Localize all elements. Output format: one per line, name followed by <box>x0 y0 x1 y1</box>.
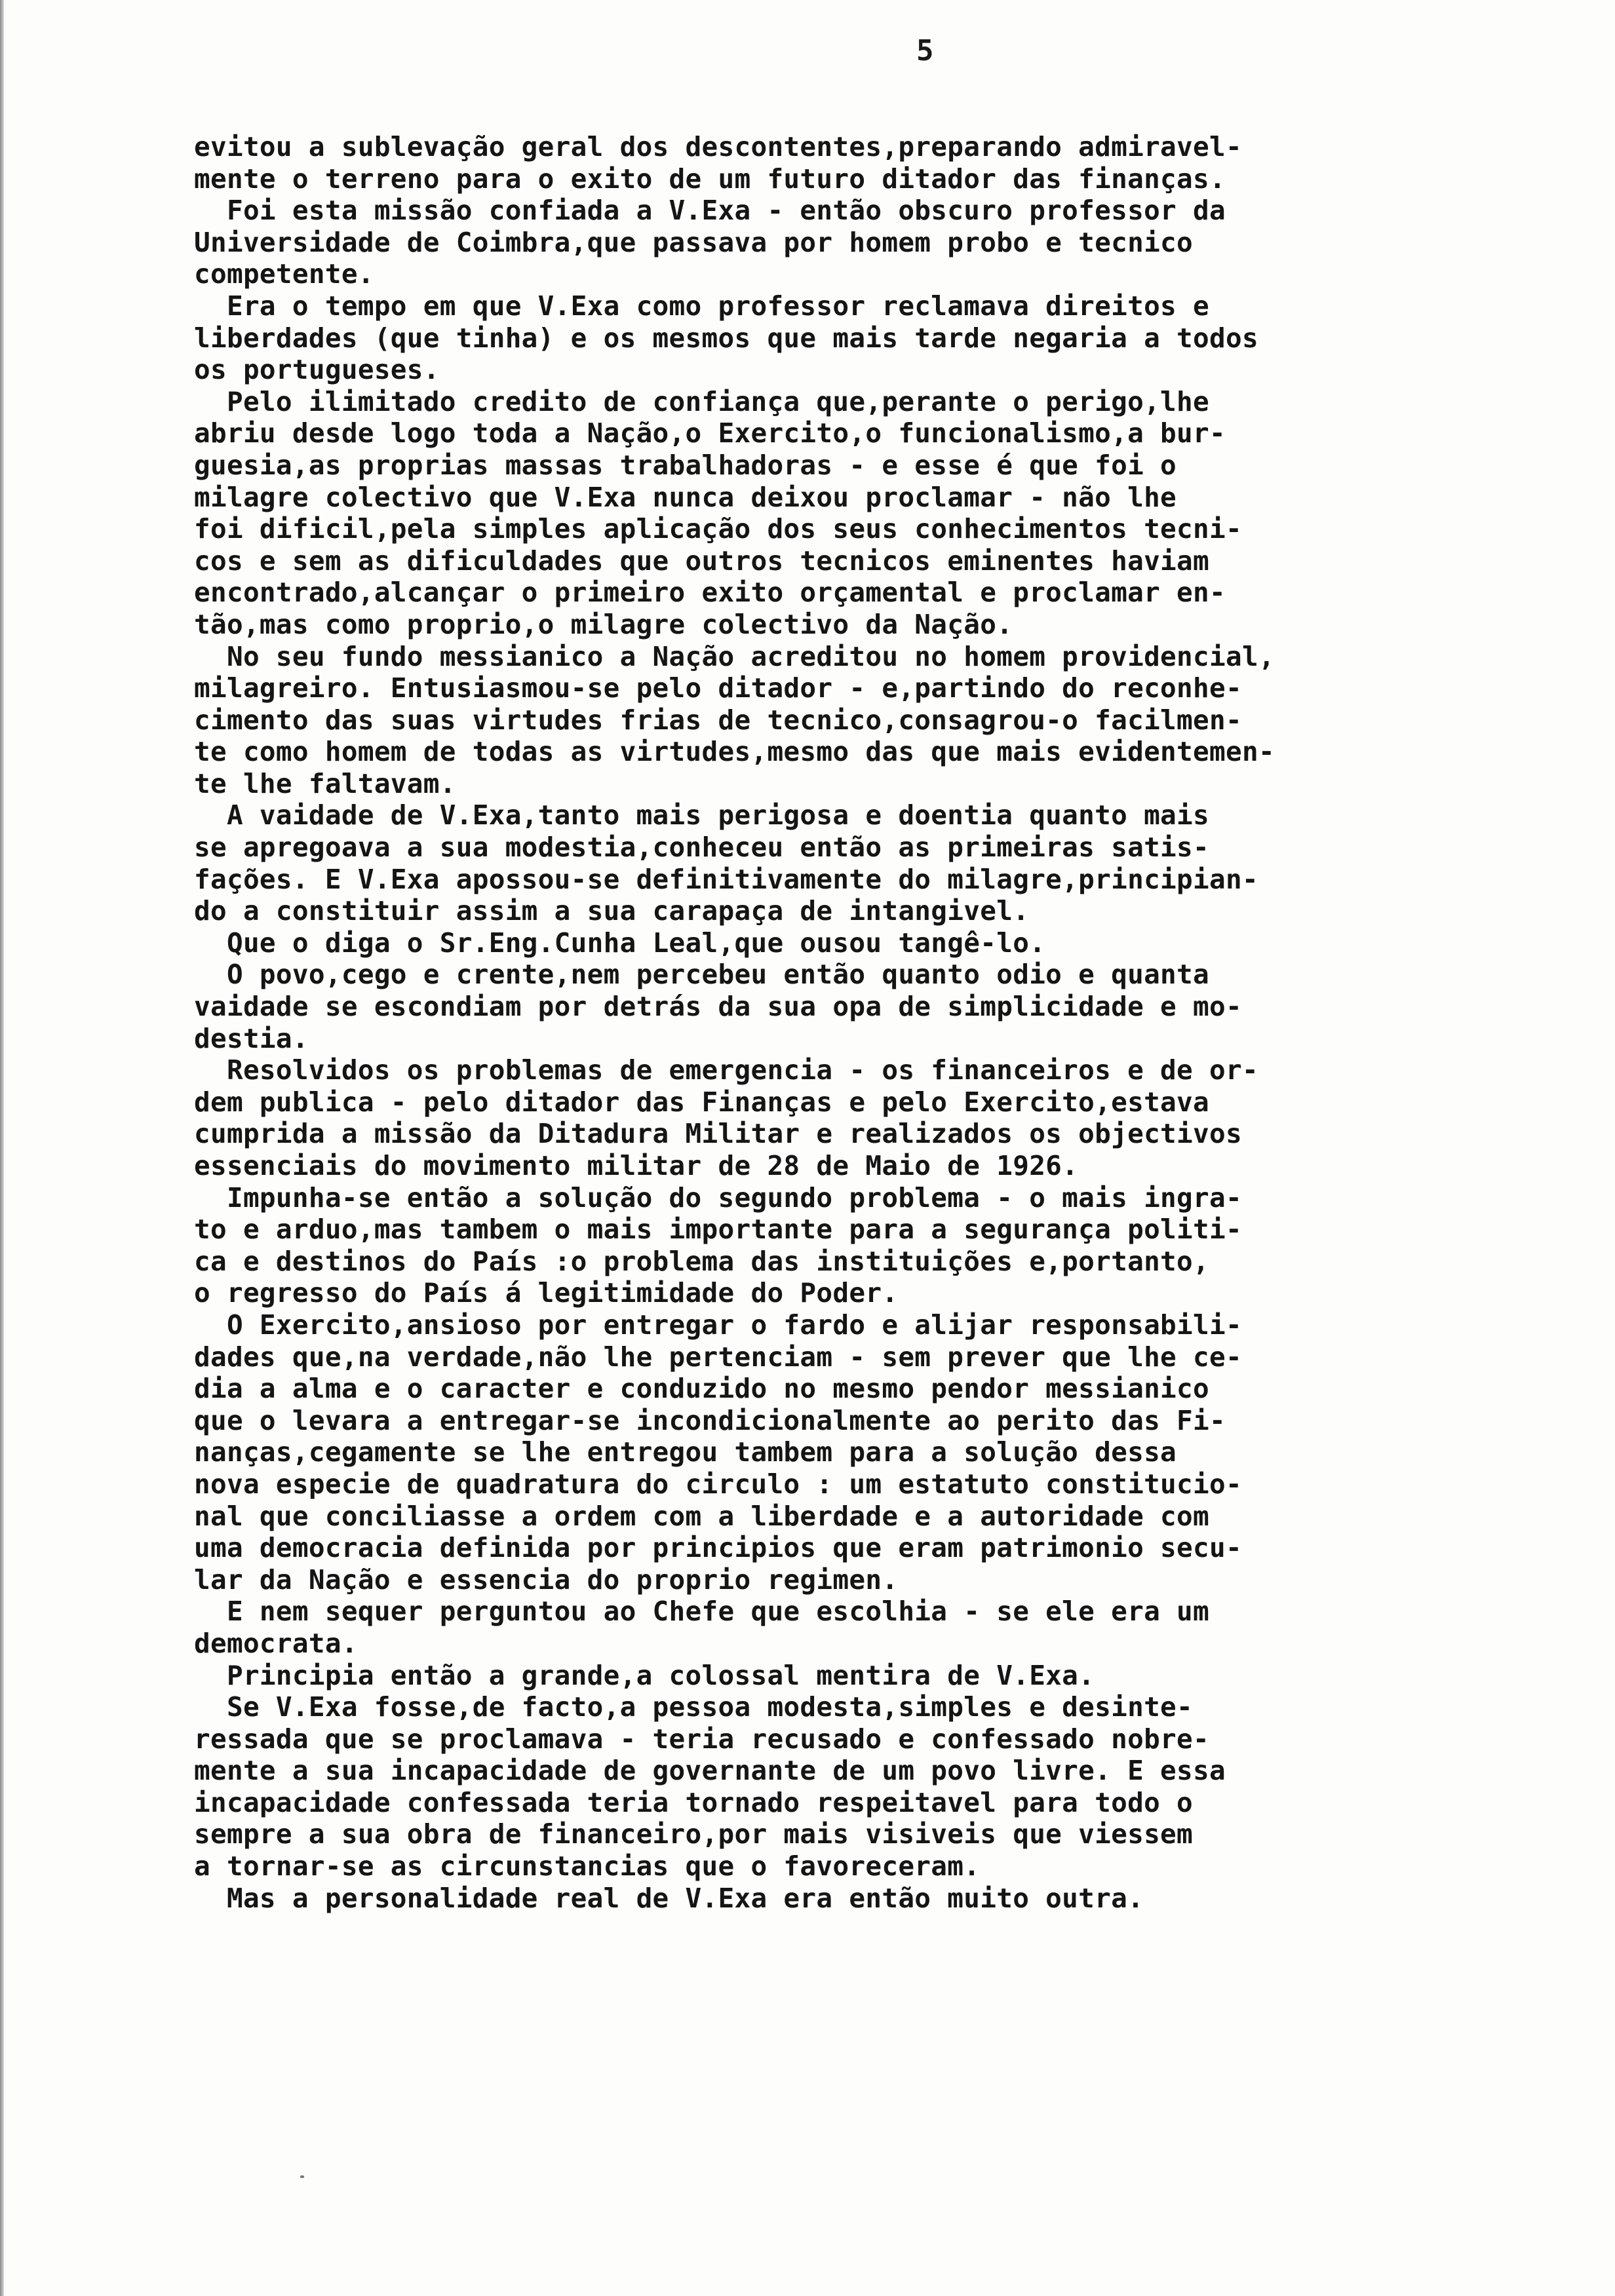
text-line: lar da Nação e essencia do proprio regimen. <box>194 1563 899 1596</box>
text-line: Pelo ilimitado credito de confiança que,perante o perigo,lhe <box>194 385 1210 417</box>
text-line: tão,mas como proprio,o milagre colectivo da Nação. <box>194 608 1013 640</box>
text-line: ca e destinos do País :o problema das instituições e,portanto, <box>194 1245 1210 1277</box>
text-line: nova especie de quadratura do circulo : um estatuto constitucio- <box>194 1468 1242 1500</box>
text-line: milagreiro. Entusiasmou-se pelo ditador - e,partindo do reconhe- <box>194 672 1242 704</box>
text-line: Principia então a grande,a colossal mentira de V.Exa. <box>194 1659 1095 1691</box>
page-edge-shadow <box>0 0 4 2296</box>
text-line: liberdades (que tinha) e os mesmos que mais tarde negaria a todos <box>194 322 1258 354</box>
text-line: cos e sem as dificuldades que outros tecnicos eminentes haviam <box>194 545 1210 577</box>
text-line: te lhe faltavam. <box>194 767 456 799</box>
text-line: dia a alma e o caracter e conduzido no mesmo pendor messianico <box>194 1373 1210 1405</box>
text-line: se apregoava a sua modestia,conheceu então as primeiras satis- <box>194 832 1210 864</box>
text-line: dem publica - pelo ditador das Finanças e pelo Exercito,estava <box>194 1086 1210 1118</box>
text-line: destia. <box>194 1022 309 1054</box>
text-line: foi dificil,pela simples aplicação dos seus conhecimentos tecni- <box>194 513 1242 545</box>
text-line: Resolvidos os problemas de emergencia - os financeiros e de or- <box>194 1054 1258 1086</box>
text-line: essenciais do movimento militar de 28 de Maio de 1926. <box>194 1150 1079 1181</box>
text-line: ressada que se proclamava - teria recusado e confessado nobre- <box>194 1723 1210 1755</box>
text-line: O Exercito,ansioso por entregar o fardo e alijar responsabili- <box>194 1309 1242 1341</box>
text-line: No seu fundo messianico a Nação acreditou no homem providencial, <box>194 640 1275 672</box>
text-line: democrata. <box>194 1627 358 1659</box>
text-line: incapacidade confessada teria tornado respeitavel para todo o <box>194 1786 1194 1818</box>
text-line: dades que,na verdade,não lhe pertenciam - sem prever que lhe ce- <box>194 1341 1242 1373</box>
text-line: abriu desde logo toda a Nação,o Exercito,o funcionalismo,a bur- <box>194 417 1226 450</box>
text-line: A vaidade de V.Exa,tanto mais perigosa e doentia quanto mais <box>194 799 1210 832</box>
text-line: te como homem de todas as virtudes,mesmo das que mais evidentemen- <box>194 736 1275 768</box>
text-line: a tornar-se as circunstancias que o favoreceram. <box>194 1850 981 1883</box>
text-line: o regresso do País á legitimidade do Poder. <box>194 1277 899 1309</box>
text-line: milagre colectivo que V.Exa nunca deixou proclamar - não lhe <box>194 481 1177 513</box>
text-line: vaidade se escondiam por detrás da sua opa de simplicidade e mo- <box>194 991 1242 1023</box>
text-line: nal que conciliasse a ordem com a liberdade e a autoridade com <box>194 1500 1210 1532</box>
text-line: encontrado,alcançar o primeiro exito orçamental e proclamar en- <box>194 577 1226 609</box>
text-line: uma democracia definida por principios que eram patrimonio secu- <box>194 1532 1242 1564</box>
text-line: evitou a sublevação geral dos descontentes,preparando admiravel- <box>194 131 1242 163</box>
text-line: Era o tempo em que V.Exa como professor reclamava direitos e <box>194 290 1210 322</box>
ink-speck <box>300 2175 304 2178</box>
text-line: mente a sua incapacidade de governante de um povo livre. E essa <box>194 1755 1226 1787</box>
text-line: os portugueses. <box>194 354 440 386</box>
text-line: Universidade de Coimbra,que passava por homem probo e tecnico <box>194 226 1194 258</box>
text-line: do a constituir assim a sua carapaça de intangivel. <box>194 895 1030 927</box>
text-line: E nem sequer perguntou ao Chefe que escolhia - se ele era um <box>194 1596 1210 1628</box>
text-line: Se V.Exa fosse,de facto,a pessoa modesta,simples e desinte- <box>194 1691 1194 1723</box>
text-line: Foi esta missão confiada a V.Exa - então obscuro professor da <box>194 195 1226 227</box>
text-line: fações. E V.Exa apossou-se definitivamente do milagre,principian- <box>194 863 1258 895</box>
text-line: cimento das suas virtudes frias de tecnico,consagrou-o facilmen- <box>194 704 1242 736</box>
body-text <box>194 131 1498 1914</box>
page-number: 5 <box>916 34 934 67</box>
text-line: sempre a sua obra de financeiro,por mais visiveis que viessem <box>194 1818 1194 1850</box>
text-line: Mas a personalidade real de V.Exa era então muito outra. <box>194 1882 1144 1914</box>
text-line: nanças,cegamente se lhe entregou tambem para a solução dessa <box>194 1436 1177 1468</box>
text-line: guesia,as proprias massas trabalhadoras - e esse é que foi o <box>194 449 1177 481</box>
text-line: Que o diga o Sr.Eng.Cunha Leal,que ousou tangê-lo. <box>194 927 1046 959</box>
text-line: cumprida a missão da Ditadura Militar e realizados os objectivos <box>194 1118 1242 1150</box>
text-line: to e arduo,mas tambem o mais importante para a segurança politi- <box>194 1214 1242 1246</box>
text-line: competente. <box>194 258 374 290</box>
text-line: que o levara a entregar-se incondicionalmente ao perito das Fi- <box>194 1404 1226 1436</box>
text-line: O povo,cego e crente,nem percebeu então quanto odio e quanta <box>194 959 1210 991</box>
text-line: Impunha-se então a solução do segundo problema - o mais ingra- <box>194 1181 1242 1214</box>
text-line: mente o terreno para o exito de um futuro ditador das finanças. <box>194 163 1226 195</box>
